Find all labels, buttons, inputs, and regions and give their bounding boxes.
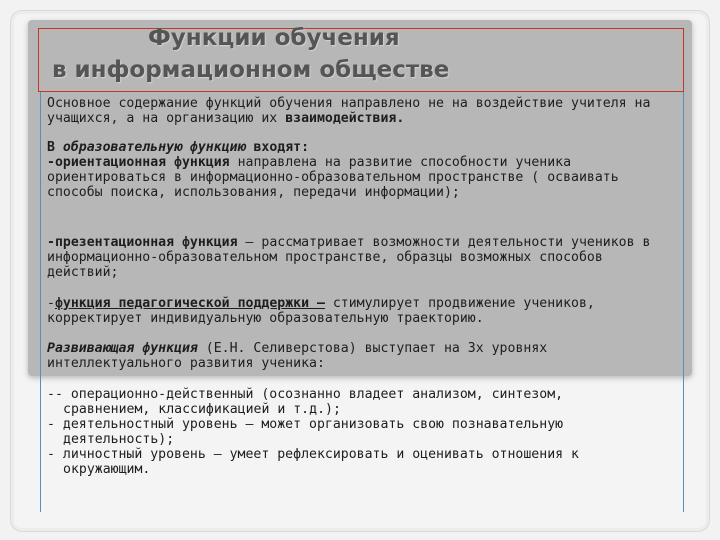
- orientation-text: направлена на развитие способности ученика ориентироваться в информационно-образовательном пространстве ( осваивать способы поиска, использования, передачи информации);: [47, 155, 619, 200]
- pedagogical-term: функция педагогической поддержки –: [54, 296, 325, 311]
- developing-term: Развивающая функция: [47, 341, 198, 356]
- pedagogical-dash: -: [47, 296, 55, 311]
- slide-title: [52, 22, 692, 86]
- educational-lead-suffix: входят:: [245, 140, 310, 155]
- pedagogical-paragraph: [47, 296, 679, 326]
- developing-paragraph: [47, 341, 679, 371]
- intro-bold: взаимодействия.: [285, 111, 405, 126]
- presentation-paragraph: [47, 235, 679, 280]
- educational-lead-italic: образовательную функцию: [62, 140, 246, 155]
- educational-lead-prefix: В: [47, 140, 63, 155]
- level-1-line-2: сравнением, классификацией и т.д.);: [63, 402, 341, 417]
- presentation-term: -презентационная функция: [47, 235, 238, 250]
- orientation-term: -ориентационная функция: [47, 155, 230, 170]
- pedagogical-text: стимулирует продвижение учеников, корректирует индивидуальную образовательную траекторию.: [47, 296, 595, 326]
- educational-paragraph: [47, 140, 679, 200]
- list-item: [47, 417, 679, 447]
- title-line-1: Функции обучения: [148, 25, 400, 51]
- level-2-line-1: - деятельностный уровень – может организовать свою познавательную: [47, 417, 564, 432]
- intro-paragraph: [47, 96, 679, 126]
- level-3-line-2: окружающим.: [63, 462, 151, 477]
- level-2-line-2: деятельность);: [63, 432, 175, 447]
- levels-list: [47, 387, 679, 477]
- intro-text: Основное содержание функций обучения направлено не на воздействие учителя на учащихся, а на организацию их: [47, 96, 651, 126]
- list-item: [47, 387, 679, 417]
- level-3-line-1: - личностный уровень – умеет рефлексировать и оценивать отношения к: [47, 447, 579, 462]
- level-1-line-1: -- операционно-действенный (осознанно владеет анализом, синтезом,: [47, 387, 564, 402]
- developing-text: (Е.Н. Селиверстова) выступает на 3х уровнях интеллектуального развития ученика:: [47, 341, 548, 371]
- list-item: [47, 447, 679, 477]
- title-line-2: в информационном обществе: [52, 57, 450, 83]
- presentation-text: – рассматривает возможности деятельности учеников в информационно-образовательном пространстве, образцы возможных способов действий;: [47, 235, 651, 280]
